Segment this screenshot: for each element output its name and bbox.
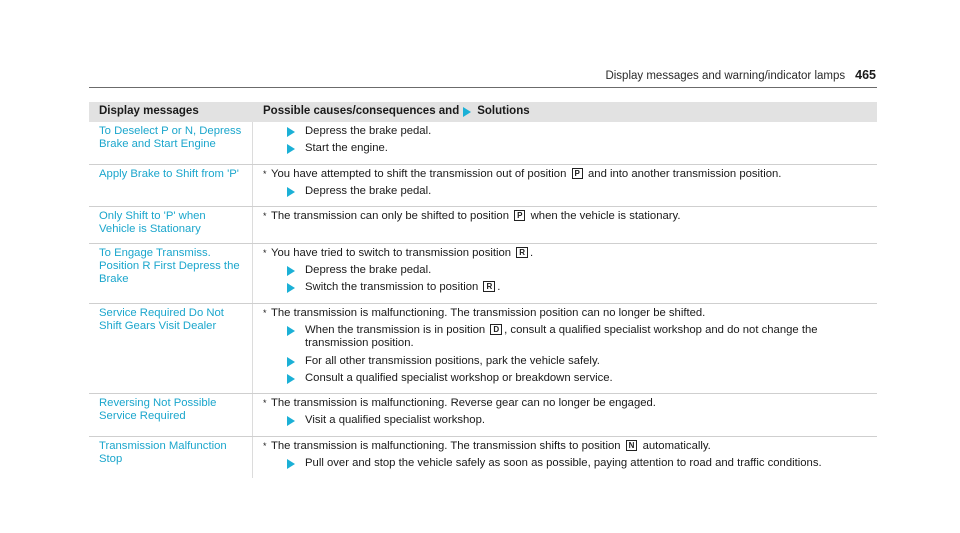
page-number: 465	[855, 68, 876, 82]
causes-and-solutions	[253, 244, 877, 303]
causes-and-solutions	[253, 207, 877, 243]
display-message: Transmission Malfunction Stop	[89, 437, 253, 479]
step-arrow-icon	[287, 283, 295, 293]
step-arrow-icon	[287, 459, 295, 469]
table-row	[89, 304, 877, 394]
sentence-text	[305, 457, 822, 469]
sentence-pre: Depress the brake pedal.	[305, 264, 432, 277]
step-arrow-icon	[287, 127, 295, 137]
gear-position-icon: N	[626, 440, 638, 451]
display-message: Reversing Not Possible Service Required	[89, 394, 253, 436]
sentence-pre: You have tried to switch to transmission position	[271, 246, 512, 259]
causes-and-solutions	[253, 165, 877, 207]
display-messages-table	[89, 102, 877, 478]
sentence-text	[305, 324, 818, 349]
header-divider	[89, 87, 877, 88]
footnote-asterisk: *	[263, 440, 267, 451]
column-header-causes	[263, 105, 530, 118]
sentence-text	[305, 414, 485, 426]
gear-position-icon: R	[483, 281, 495, 292]
gear-position-icon: D	[490, 324, 502, 335]
sentence-pre: Pull over and stop the vehicle safely as soon as possible, paying attention to road and traffic conditions.	[305, 457, 822, 470]
sentence-pre: Depress the brake pedal.	[305, 125, 432, 137]
sentence-text	[271, 307, 705, 319]
step-text	[305, 324, 877, 351]
sentence-pre: The transmission can only be shifted to position	[271, 210, 509, 223]
sentence-pre: Switch the transmission to position	[305, 281, 479, 294]
step-text	[305, 457, 877, 470]
solution-step	[263, 457, 877, 470]
table-header	[89, 102, 877, 122]
gear-position-icon: R	[516, 247, 528, 258]
table-row	[89, 207, 877, 244]
step-arrow-icon	[287, 416, 295, 426]
sentence-text	[271, 440, 711, 452]
footnote-asterisk: *	[263, 211, 267, 222]
sentence-post: .	[530, 246, 534, 259]
sentence-text	[305, 264, 431, 276]
sentence-text	[271, 168, 781, 180]
sentence-text	[305, 125, 431, 137]
sentence-pre: Consult a qualified specialist workshop or breakdown service.	[305, 371, 613, 384]
step-text	[305, 372, 877, 385]
cause-text	[271, 168, 781, 181]
sentence-post: .	[497, 281, 501, 294]
sentence-pre: Start the engine.	[305, 142, 388, 155]
column-header-causes-label: Possible causes/consequences and	[263, 105, 460, 118]
cause-text	[271, 210, 681, 223]
gear-position-icon: P	[572, 168, 583, 179]
solution-step	[263, 372, 877, 385]
sentence-pre: When the transmission is in position	[305, 323, 486, 336]
sentence-text	[305, 355, 600, 367]
table-body	[89, 122, 877, 478]
sentence-pre: The transmission is malfunctioning. The transmission position can no longer be shifted.	[271, 306, 706, 319]
step-text	[305, 125, 877, 138]
causes-and-solutions	[253, 394, 877, 436]
solution-step	[263, 414, 877, 427]
step-arrow-icon	[287, 357, 295, 367]
footnote-asterisk: *	[263, 398, 267, 409]
sentence-text	[305, 372, 613, 384]
cause-text	[271, 397, 656, 410]
step-arrow-icon	[287, 187, 295, 197]
solution-arrow-icon	[463, 107, 471, 117]
step-text	[305, 355, 877, 368]
solution-step	[263, 355, 877, 368]
cause-item	[263, 397, 877, 410]
step-text	[305, 142, 877, 155]
display-message: Apply Brake to Shift from 'P'	[89, 165, 253, 207]
cause-item	[263, 247, 877, 260]
table-row	[89, 394, 877, 437]
sentence-pre: The transmission is malfunctioning. Reverse gear can no longer be engaged.	[271, 397, 656, 410]
sentence-pre: The transmission is malfunctioning. The transmission shifts to position	[271, 439, 621, 452]
sentence-text	[305, 142, 388, 154]
footnote-asterisk: *	[263, 168, 267, 179]
footnote-asterisk: *	[263, 307, 267, 318]
table-row	[89, 122, 877, 165]
cause-item	[263, 210, 877, 223]
cause-text	[271, 307, 705, 320]
cause-item	[263, 307, 877, 320]
sentence-text	[305, 185, 431, 197]
sentence-pre: You have attempted to shift the transmission out of position	[271, 167, 567, 180]
column-header-messages: Display messages	[99, 105, 199, 118]
causes-and-solutions	[253, 304, 877, 393]
step-text	[305, 414, 877, 427]
step-text	[305, 264, 877, 277]
causes-and-solutions	[253, 437, 877, 479]
cause-item	[263, 168, 877, 181]
cause-text	[271, 247, 533, 260]
table-row	[89, 165, 877, 208]
causes-and-solutions	[253, 122, 877, 164]
sentence-text	[305, 281, 500, 293]
display-message: To Deselect P or N, Depress Brake and Start Engine	[89, 122, 253, 164]
solution-step	[263, 142, 877, 155]
solution-step	[263, 125, 877, 138]
solution-step	[263, 324, 877, 351]
step-text	[305, 281, 877, 294]
sentence-pre: Visit a qualified specialist workshop.	[305, 414, 486, 427]
section-title: Display messages and warning/indicator lamps	[605, 70, 846, 82]
step-arrow-icon	[287, 374, 295, 384]
solution-step	[263, 185, 877, 198]
table-row	[89, 437, 877, 479]
step-arrow-icon	[287, 144, 295, 154]
step-arrow-icon	[287, 266, 295, 276]
sentence-text	[271, 397, 656, 409]
sentence-post: when the vehicle is stationary.	[530, 210, 681, 223]
step-arrow-icon	[287, 326, 295, 336]
display-message: To Engage Transmiss. Position R First Depress the Brake	[89, 244, 253, 303]
table-row	[89, 244, 877, 304]
gear-position-icon: P	[514, 210, 525, 221]
cause-item	[263, 440, 877, 453]
sentence-post: , consult a qualified specialist workshop and do not change the transmission position.	[305, 323, 818, 350]
sentence-post: and into another transmission position.	[588, 167, 782, 180]
solution-step	[263, 264, 877, 277]
sentence-pre: For all other transmission positions, park the vehicle safely.	[305, 354, 600, 367]
sentence-text	[271, 247, 533, 259]
cause-text	[271, 440, 711, 453]
solution-step	[263, 281, 877, 294]
sentence-text	[271, 210, 681, 222]
sentence-pre: Depress the brake pedal.	[305, 184, 432, 197]
step-text	[305, 185, 877, 198]
footnote-asterisk: *	[263, 247, 267, 258]
display-message: Service Required Do Not Shift Gears Visit Dealer	[89, 304, 253, 393]
display-message: Only Shift to 'P' when Vehicle is Stationary	[89, 207, 253, 243]
column-header-solutions-label: Solutions	[477, 105, 530, 118]
page-header	[0, 68, 960, 82]
sentence-post: automatically.	[642, 439, 711, 452]
